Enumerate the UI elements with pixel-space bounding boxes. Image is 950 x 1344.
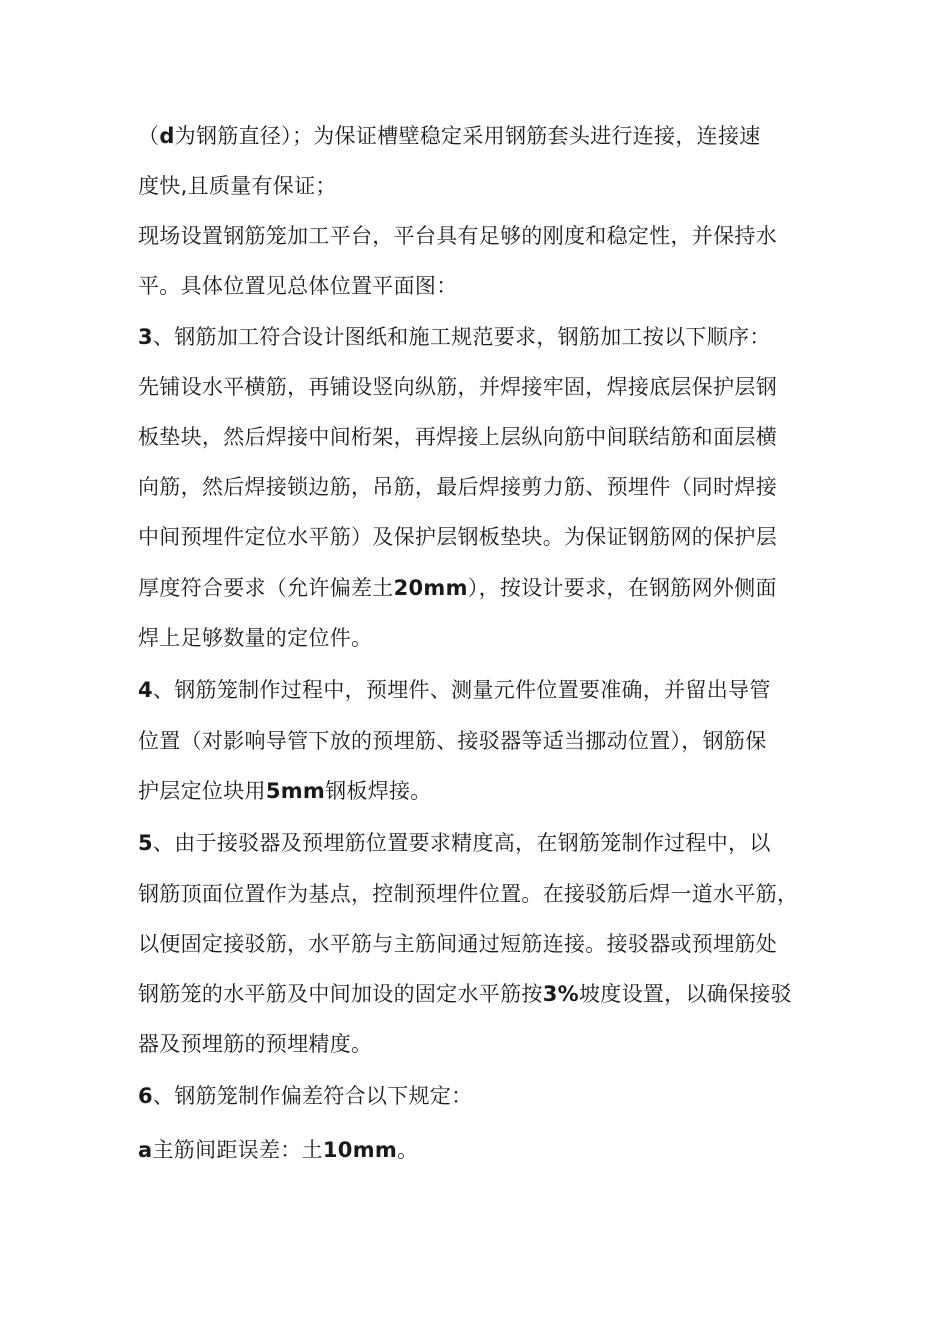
numbered-item-5: 5、由于接驳器及预埋筋位置要求精度高，在钢筋笼制作过程中，以 <box>138 831 771 855</box>
paragraph-line: 板垫块，然后焊接中间桁架，再焊接上层纵向筋中间联结筋和面层横 <box>138 425 777 449</box>
paragraph-line: 位置（对影响导管下放的预埋筋、接驳器等适当挪动位置），钢筋保 <box>138 729 767 753</box>
paragraph-line: 钢筋顶面位置作为基点，控制预埋件位置。在接驳筋后焊一道水平筋， <box>138 882 799 906</box>
paragraph-line: 度快,且质量有保证； <box>138 174 337 198</box>
paragraph-line: 先铺设水平横筋，再铺设竖向纵筋，并焊接牢固，焊接底层保护层钢 <box>138 375 777 399</box>
paragraph-line: 护层定位块用5mm钢板焊接。 <box>138 779 432 803</box>
paragraph-line: 向筋，然后焊接锁边筋，吊筋，最后焊接剪力筋、预埋件（同时焊接 <box>138 475 777 499</box>
paragraph-line: 器及预埋筋的预埋精度。 <box>138 1032 373 1056</box>
paragraph-line: 中间预埋件定位水平筋）及保护层钢板垫块。为保证钢筋网的保护层 <box>138 525 777 549</box>
paragraph-line: 厚度符合要求（允许偏差土20mm），按设计要求，在钢筋网外侧面 <box>138 576 777 600</box>
numbered-item-3: 3、钢筋加工符合设计图纸和施工规范要求，钢筋加工按以下顺序： <box>138 325 771 349</box>
paragraph-line: （d为钢筋直径）；为保证槽壁稳定采用钢筋套头进行连接，连接速 <box>138 124 761 148</box>
sub-item-a: a主筋间距误差：土10mm。 <box>138 1138 419 1162</box>
paragraph-line: 以便固定接驳筋，水平筋与主筋间通过短筋连接。接驳器或预埋筋处 <box>138 932 777 956</box>
paragraph-line: 焊上足够数量的定位件。 <box>138 626 373 650</box>
numbered-item-6: 6、钢筋笼制作偏差符合以下规定： <box>138 1084 473 1108</box>
numbered-item-4: 4、钢筋笼制作过程中，预埋件、测量元件位置要准确，并留出导管 <box>138 678 771 702</box>
paragraph-line: 现场设置钢筋笼加工平台，平台具有足够的刚度和稳定性，并保持水 <box>138 224 777 248</box>
paragraph-line: 平。具体位置见总体位置平面图： <box>138 274 458 298</box>
paragraph-line: 钢筋笼的水平筋及中间加设的固定水平筋按3%坡度设置，以确保接驳 <box>138 982 792 1006</box>
